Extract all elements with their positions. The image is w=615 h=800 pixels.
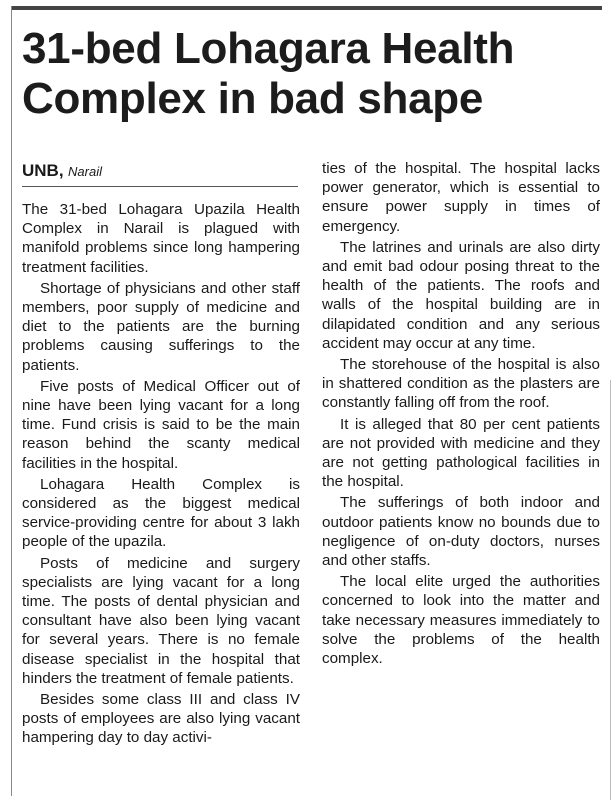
article-column-1 (22, 200, 300, 750)
paragraph: The sufferings of both indoor and outdoor patients know no bounds due to negligence of on-duty doctors, nurses and other staffs. (322, 494, 600, 570)
paragraph: The 31-bed Lohagara Upazila Health Complex in Narail is plagued with manifold problems since long hampering treatment facilities. (22, 201, 300, 276)
paragraph: ties of the hospital. The hospital lacks power generator, which is essential to ensure power supply in times of emergency. (322, 160, 600, 235)
paragraph: The storehouse of the hospital is also in shattered condition as the plasters are constantly falling off from the roof. (322, 356, 600, 412)
byline-agency: UNB, (22, 161, 64, 180)
paragraph: The local elite urged the authorities concerned to look into the matter and take necessary measures immediately to solve the problems of the health complex. (322, 573, 600, 668)
byline-place: Narail (68, 164, 102, 179)
byline (22, 161, 102, 182)
article-column-2 (322, 159, 600, 670)
paragraph: Shortage of physicians and other staff members, poor supply of medicine and diet to the patients are the burning problems causing sufferings to the patients. (22, 279, 300, 374)
paragraph: The latrines and urinals are also dirty and emit bad odour posing threat to the health of the patients. The roofs and walls of the hospital building are in dilapidated condition and any serious accident may occur at any time. (322, 238, 600, 352)
byline-rule (22, 186, 298, 187)
top-rule (12, 6, 602, 10)
headline: 31-bed Lohagara Health Complex in bad shape (22, 24, 515, 123)
paragraph: Five posts of Medical Officer out of nine have been lying vacant for a long time. Fund crisis is said to be the main reason behind the scanty medical facilities in the hospital. (22, 377, 300, 472)
left-border (11, 6, 12, 796)
paragraph: Besides some class III and class IV posts of employees are also lying vacant hampering day to day activi- (22, 691, 300, 747)
right-border (610, 380, 611, 800)
paragraph: Lohagara Health Complex is considered as the biggest medical service-providing centre for about 3 lakh people of the upazila. (22, 475, 300, 551)
paragraph: It is alleged that 80 per cent patients are not provided with medicine and they are not getting pathological facilities in the hospital. (322, 415, 600, 491)
paragraph: Posts of medicine and surgery specialists are lying vacant for a long time. The posts of dental physician and consultant have also been lying vacant for several years. There is no female disease specialist in the hospital that hinders the treatment of female patients. (22, 554, 300, 687)
